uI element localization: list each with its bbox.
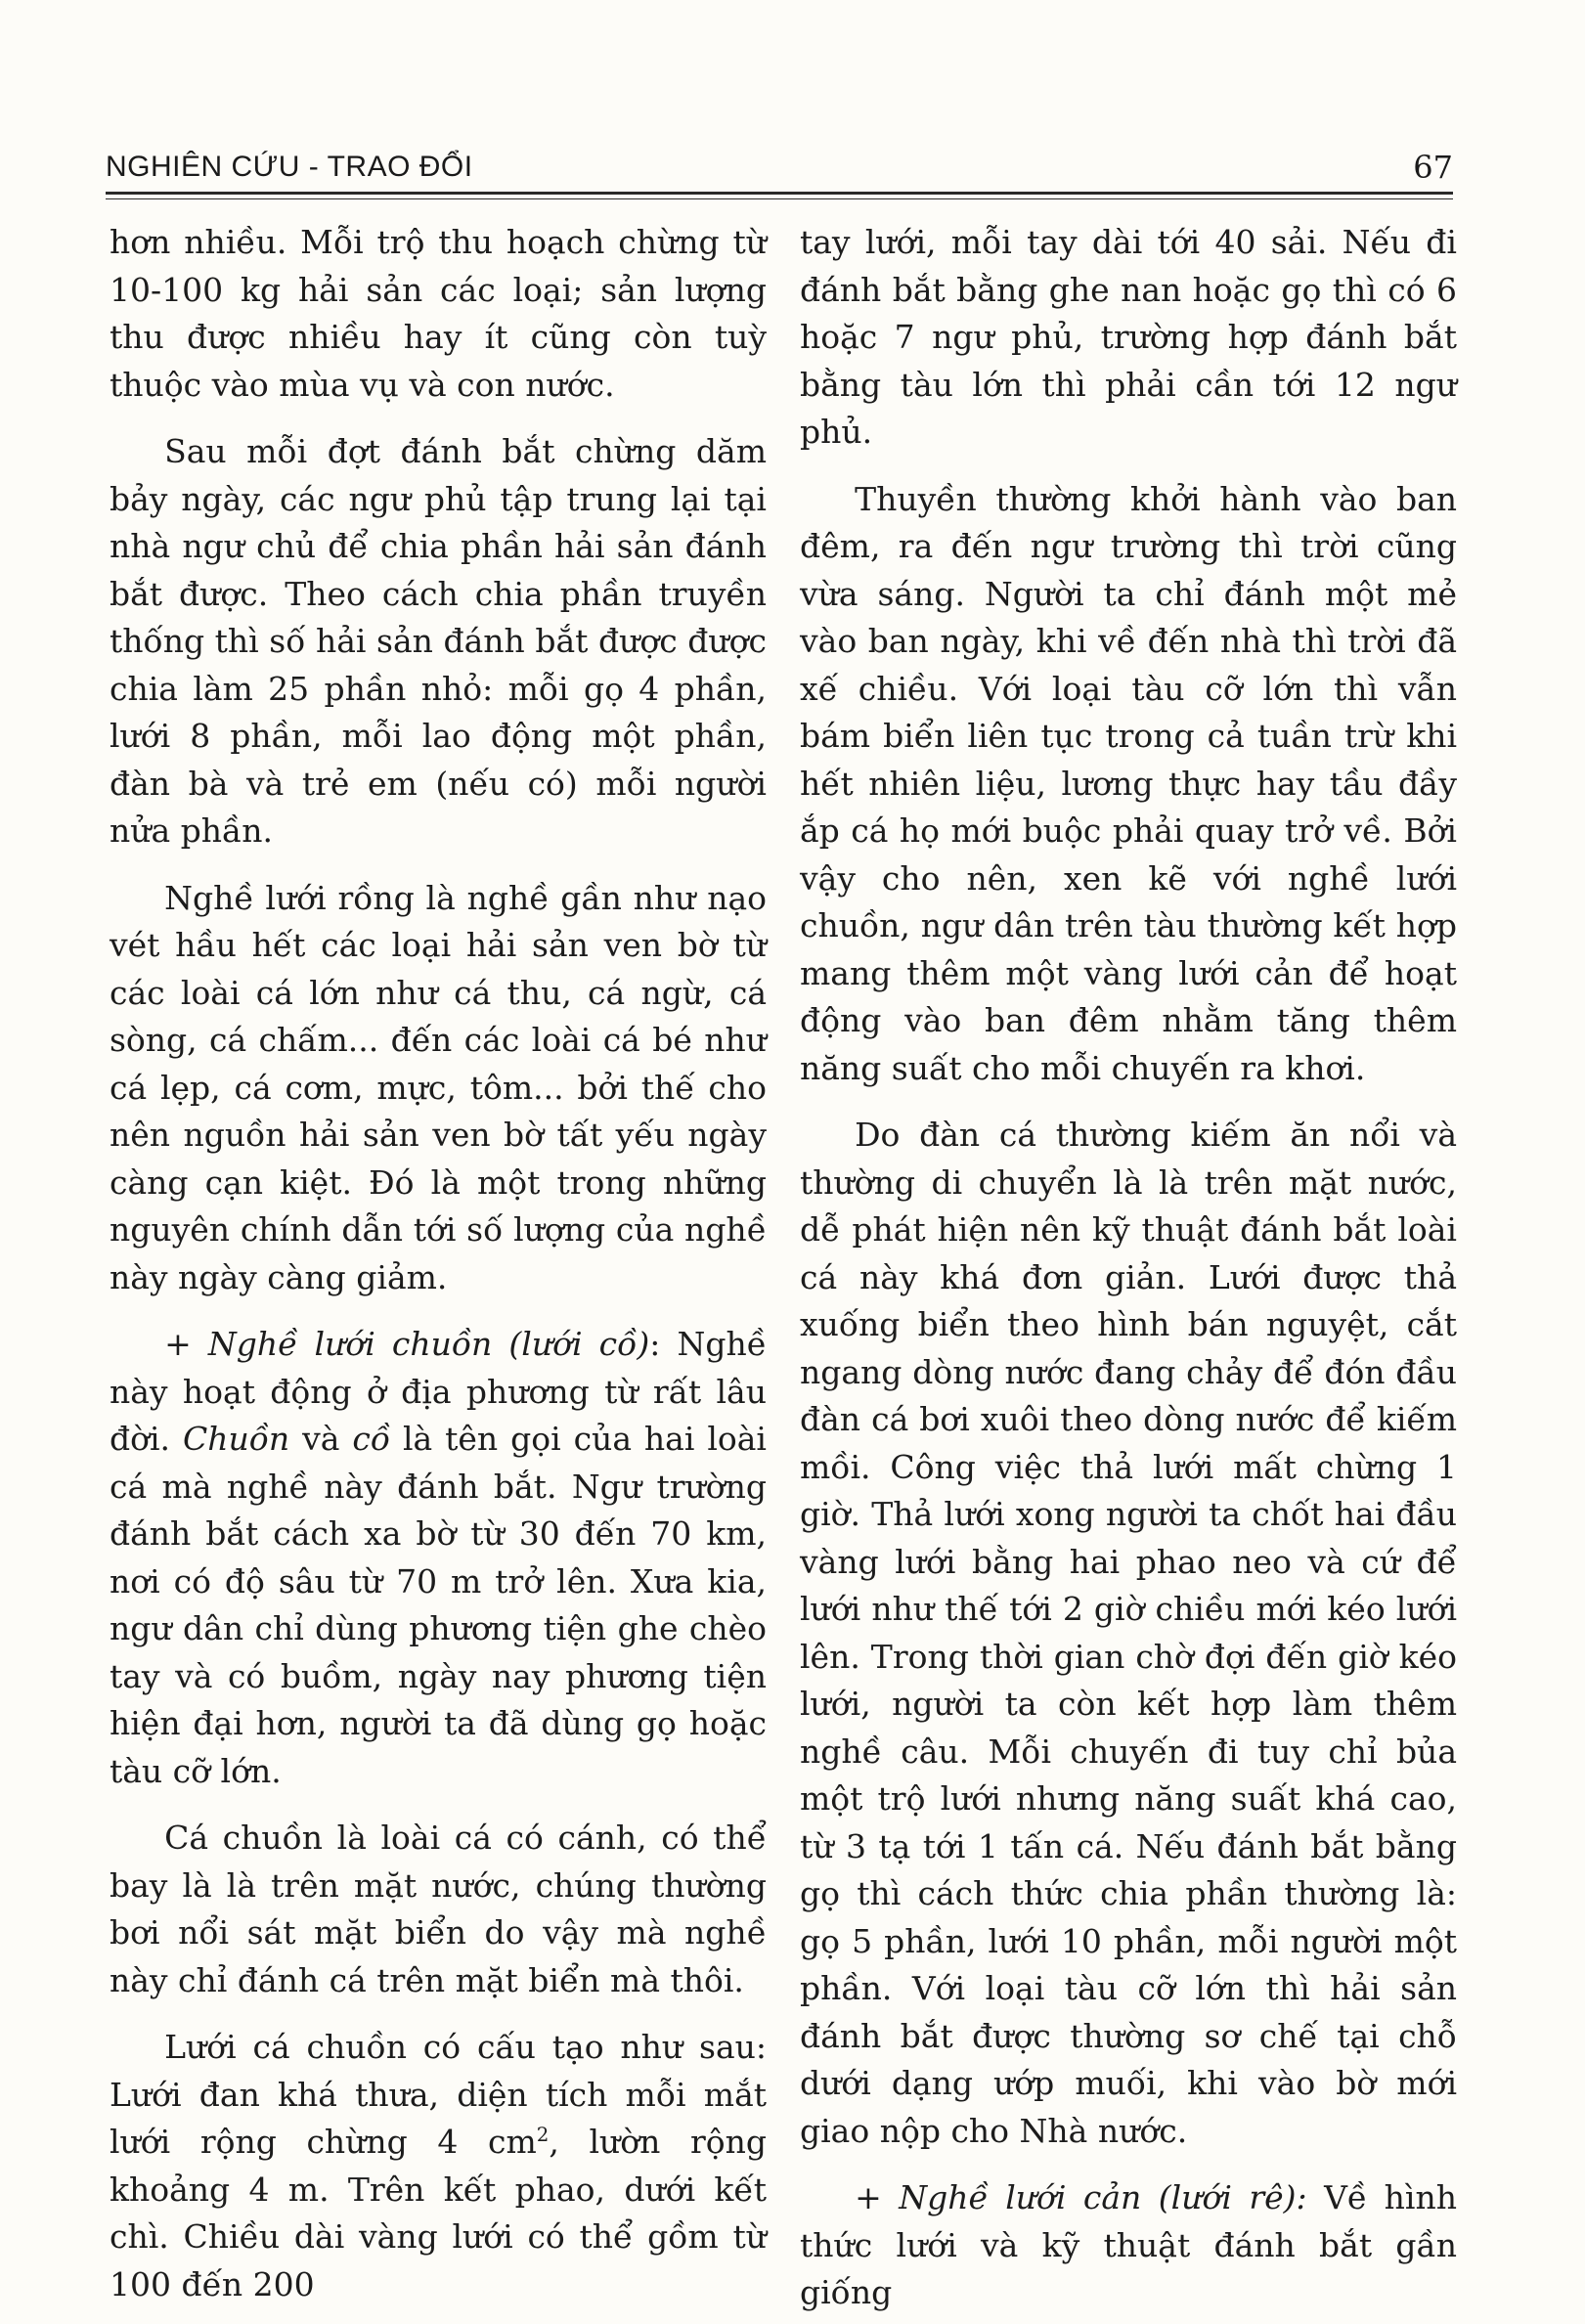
term: cồ <box>352 1420 391 1458</box>
paragraph: tay lưới, mỗi tay dài tới 40 sải. Nếu đi đánh bắt bằng ghe nan hoặc gọ thì có 6 hoặc 7 ngư phủ, trường hợp đánh bắt bằng tàu lớn thì phải cần tới 12 ngư phủ. <box>800 223 1457 451</box>
left-column <box>110 219 767 2308</box>
paragraph: Cá chuồn là loài cá có cánh, có thể bay là là trên mặt nước, chúng thường bơi nổi sát mặt biển do vậy mà nghề này chỉ đánh cá trên mặt biển mà thôi. <box>110 1819 767 1999</box>
paragraph-text: : Nghề này hoạt động ở địa phương từ rất lâu đời. <box>110 1325 767 1458</box>
paragraph: hơn nhiều. Mỗi trộ thu hoạch chừng từ 10-100 kg hải sản các loại; sản lượng thu được nhiều hay ít cũng còn tuỳ thuộc vào mùa vụ và con nước. <box>110 223 767 404</box>
subheading: + Nghề lưới cản (lưới rê): <box>855 2178 1307 2216</box>
paragraph <box>110 1321 767 1795</box>
paragraph: Nghề lưới rồng là nghề gần như nạo vét hầu hết các loại hải sản ven bờ từ các loài cá lớn như cá thu, cá ngừ, cá sòng, cá chấm... đến các loài cá bé như cá lẹp, cá cơm, mực, tôm... bởi thế cho nên nguồn hải sản ven bờ tất yếu ngày càng cạn kiệt. Đó là một trong những nguyên chính dẫn tới số lượng của nghề này ngày càng giảm. <box>110 878 767 1296</box>
paragraph-text: Lưới cá chuồn có cấu tạo như sau: Lưới đan khá thưa, diện tích mỗi mắt lưới rộng chừng 4 cm <box>110 2028 767 2161</box>
section-title: NGHIÊN CỨU - TRAO ĐỔI <box>106 151 473 183</box>
paragraph-text: là tên gọi của hai loài cá mà nghề này đánh bắt. Ngư trường đánh bắt cách xa bờ từ 30 đến 70 km, nơi có độ sâu từ 70 m trở lên. Xưa kia, ngư dân chỉ dùng phương tiện ghe chèo tay và có buồm, ngày nay phương tiện hiện đại hơn, người ta đã dùng gọ hoặc tàu cỡ lớn. <box>110 1420 767 1790</box>
paragraph <box>800 2174 1457 2317</box>
page-header <box>106 145 1453 192</box>
header-rule-thick <box>106 192 1453 195</box>
paragraph-text: , lườn rộng khoảng 4 m. Trên kết phao, dưới kết chì. Chiều dài vàng lưới có thể gồm từ 100 đến 200 <box>110 2123 767 2303</box>
paragraph: Do đàn cá thường kiếm ăn nổi và thường di chuyển là là trên mặt nước, dễ phát hiện nên kỹ thuật đánh bắt loài cá này khá đơn giản. Lưới được thả xuống biển theo hình bán nguyệt, cắt ngang dòng nước đang chảy để đón đầu đàn cá bơi xuôi theo dòng nước để kiếm mồi. Công việc thả lưới mất chừng 1 giờ. Thả lưới xong người ta chốt hai đầu vàng lưới bằng hai phao neo và cứ để lưới như thế tới 2 giờ chiều mới kéo lưới lên. Trong thời gian chờ đợi đến giờ kéo lưới, người ta còn kết hợp làm thêm nghề câu. Mỗi chuyến đi tuy chỉ bủa một trộ lưới nhưng năng suất khá cao, từ 3 tạ tới 1 tấn cá. Nếu đánh bắt bằng gọ thì cách thức chia phần thường là: gọ 5 phần, lưới 10 phần, mỗi người một phần. Với loại tàu cỡ lớn thì hải sản đánh bắt được thường sơ chế tại chỗ dưới dạng ướp muối, khi vào bờ mới giao nộp cho Nhà nước. <box>800 1116 1457 2150</box>
subheading: + Nghề lưới chuồn (lưới cồ) <box>164 1325 650 1363</box>
paragraph: Thuyền thường khởi hành vào ban đêm, ra đến ngư trường thì trời cũng vừa sáng. Người ta chỉ đánh một mẻ vào ban ngày, khi về đến nhà thì trời đã xế chiều. Với loại tàu cỡ lớn thì vẫn bám biển liên tục trong cả tuần trừ khi hết nhiên liệu, lương thực hay tầu đầy ắp cá họ mới buộc phải quay trở về. Bởi vậy cho nên, xen kẽ với nghề lưới chuồn, ngư dân trên tàu thường kết hợp mang thêm một vàng lưới cản để hoạt động vào ban đêm nhằm tăng thêm năng suất cho mỗi chuyến ra khơi. <box>800 479 1457 1087</box>
paragraph-text: và <box>289 1420 353 1458</box>
paragraph <box>110 2024 767 2308</box>
term: Chuồn <box>182 1420 290 1458</box>
page-number: 67 <box>1413 149 1453 186</box>
superscript: 2 <box>536 2124 550 2146</box>
paragraph: Sau mỗi đợt đánh bắt chừng dăm bảy ngày, các ngư phủ tập trung lại tại nhà ngư chủ để chia phần hải sản đánh bắt được. Theo cách chia phần truyền thống thì số hải sản đánh bắt được được chia làm 25 phần nhỏ: mỗi gọ 4 phần, lưới 8 phần, mỗi lao động một phần, đàn bà và trẻ em (nếu có) mỗi người nửa phần. <box>110 432 767 850</box>
right-column <box>800 219 1457 2317</box>
header-rule-thin <box>106 198 1453 199</box>
paragraph-text: Về hình thức lưới và kỹ thuật đánh bắt gần giống <box>800 2178 1457 2311</box>
